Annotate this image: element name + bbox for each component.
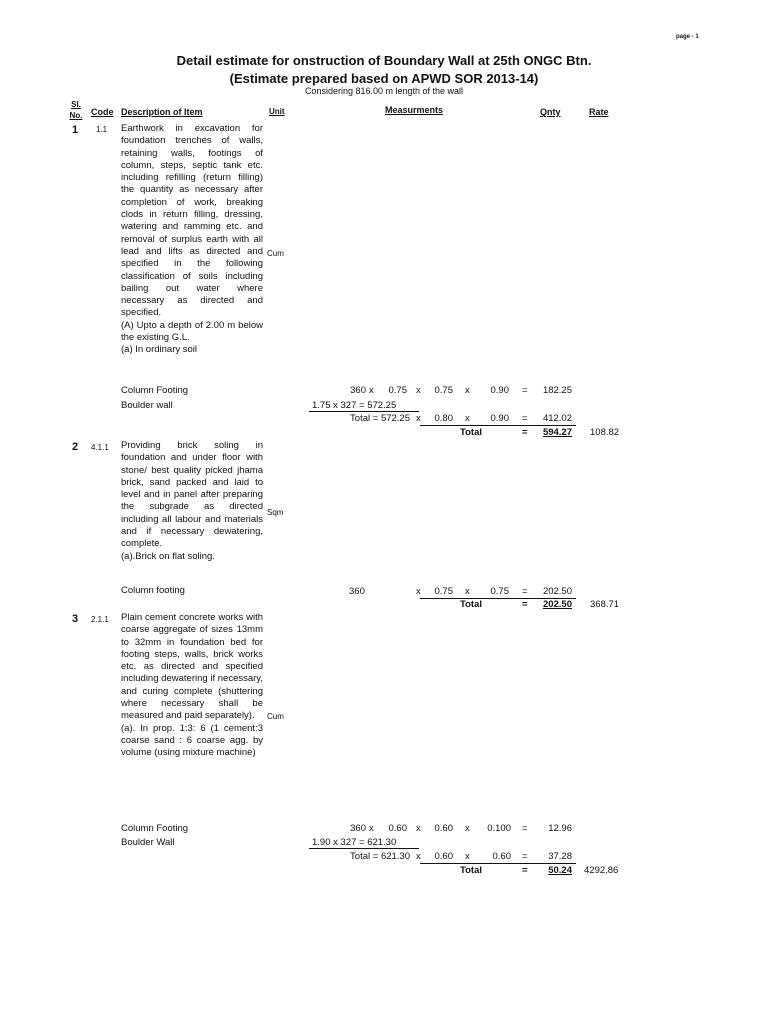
- item-2-row-1-count: 360: [349, 586, 365, 597]
- item-3-description: [121, 612, 263, 760]
- header-sl-line1: Sl.: [71, 100, 81, 109]
- times-sign: x: [465, 413, 470, 424]
- item-3-sl-no: 3: [72, 613, 79, 625]
- item-1-row-1-qty: 182.25: [542, 385, 572, 396]
- header-unit: Unit: [269, 107, 285, 116]
- item-2-sl-no: 2: [72, 441, 79, 453]
- header-no-line2: No.: [69, 111, 83, 120]
- header-code: Code: [91, 107, 114, 117]
- item-1-desc-main: Earthwork in excavation for foundation trenches of walls, retaining walls, footings of column, steps, septic tank etc. including refilling (return filling) the quantity as necessary after completion of work, breaking clods in return filling, dressing, watering and ramming etc. and removal of surplus earth with all lead and lifts as directed and specified in the following classification of soils including bailing out water where necessary as directed and specified.: [121, 123, 263, 319]
- item-3-row-1-depth: 0.100: [487, 823, 511, 834]
- page-number: page - 1: [676, 34, 699, 40]
- item-3-desc-sub: (a). In prop. 1:3: 6 (1 cement:3 coarse sand : 6 coarse agg. by volume (using mixture machine): [121, 722, 263, 759]
- times-sign: x: [416, 586, 421, 597]
- item-2-total-qty: 202.50: [542, 599, 572, 610]
- item-1-row-3-qty: 412.02: [542, 413, 572, 424]
- item-2-desc-main: Providing brick soling in foundation and under floor with stone/ best quality picked jhama brick, sand packed and laid to level and in panel after preparing the subgrade as directed including all labour and materials and if necessary dewatering, complete.: [121, 440, 263, 550]
- times-sign: x: [369, 385, 374, 396]
- item-2-code: 4.1.1: [91, 443, 109, 452]
- item-2-row-1-breadth: 0.75: [490, 586, 509, 597]
- item-3-unit: Cum: [267, 712, 284, 721]
- underline: [420, 425, 576, 426]
- item-3-row-3-breadth: 0.60: [492, 851, 511, 862]
- item-1-unit: Cum: [267, 249, 284, 258]
- equals-sign: =: [522, 413, 528, 424]
- times-sign: x: [416, 851, 421, 862]
- item-1-row-1-count: 360: [350, 385, 366, 396]
- wall-length-note: Considering 816.00 m length of the wall: [304, 86, 464, 96]
- item-1-code: 1.1: [96, 125, 108, 134]
- item-1-row-3-total: Total = 572.25: [350, 413, 410, 424]
- item-3-row-1-qty: 12.96: [548, 823, 572, 834]
- equals-sign: =: [522, 427, 528, 438]
- item-1-sl-no: 1: [72, 124, 79, 136]
- times-sign: x: [465, 823, 470, 834]
- times-sign: x: [416, 823, 421, 834]
- item-2-row-1-width: 0.75: [434, 586, 453, 597]
- item-3-code: 2.1.1: [91, 615, 109, 624]
- item-1-row-1-breadth: 0.75: [434, 385, 453, 396]
- item-1-rate: 108.82: [590, 427, 620, 438]
- times-sign: x: [465, 851, 470, 862]
- document-title: Detail estimate for onstruction of Boundary Wall at 25th ONGC Btn.: [176, 53, 592, 68]
- times-sign: x: [416, 385, 421, 396]
- item-1-row-3-depth: 0.90: [490, 413, 509, 424]
- item-1-row-2-label: Boulder wall: [121, 400, 173, 411]
- item-3-rate: 4292.86: [584, 865, 619, 876]
- item-1-description: [121, 123, 263, 357]
- equals-sign: =: [522, 586, 528, 597]
- item-3-total-qty: 50.24: [548, 865, 572, 876]
- equals-sign: =: [522, 865, 528, 876]
- item-3-desc-main: Plain cement concrete works with coarse aggregate of sizes 13mm to 32mm in foundation bed for footing steps, walls, brick works etc. as directed and specified including dewatering if necessary, and curing complete (shuttering where necessary shall be measured and paid separately).: [121, 612, 263, 722]
- item-3-row-3-width: 0.60: [434, 851, 453, 862]
- item-1-row-2-calc: 1.75 x 327 = 572.25: [312, 400, 397, 411]
- item-3-row-2-calc: 1.90 x 327 = 621.30: [312, 837, 397, 848]
- times-sign: x: [369, 823, 374, 834]
- item-1-total-label: Total: [460, 427, 482, 438]
- header-sl-no: [66, 99, 86, 121]
- item-2-total-label: Total: [460, 599, 482, 610]
- item-1-row-1-width: 0.75: [388, 385, 407, 396]
- item-1-row-1-depth: 0.90: [490, 385, 509, 396]
- header-rate: Rate: [589, 107, 609, 117]
- item-3-row-3-total: Total = 621.30: [350, 851, 410, 862]
- item-3-row-1-count: 360: [350, 823, 366, 834]
- item-2-description: [121, 440, 263, 563]
- document-subtitle: (Estimate prepared based on APWD SOR 2013-14): [229, 71, 539, 86]
- item-1-row-1-label: Column Footing: [121, 385, 189, 396]
- item-1-desc-sub-b: (a) In ordinary soil: [121, 344, 198, 356]
- item-1-total-qty: 594.27: [542, 427, 572, 438]
- item-1-desc-sub-a: (A) Upto a depth of 2.00 m below the existing G.L.: [121, 319, 263, 344]
- equals-sign: =: [522, 851, 528, 862]
- times-sign: x: [465, 586, 470, 597]
- equals-sign: =: [522, 599, 528, 610]
- underline: [420, 863, 576, 864]
- equals-sign: =: [522, 385, 528, 396]
- item-2-rate: 368.71: [590, 599, 620, 610]
- header-measurements: Measurments: [385, 105, 444, 115]
- header-description: Description of Item: [121, 107, 203, 117]
- header-qnty: Qnty: [540, 107, 561, 117]
- item-1-row-3-breadth: 0.80: [434, 413, 453, 424]
- item-2-row-1-label: Column footing: [121, 585, 185, 596]
- item-3-row-2-label: Boulder Wall: [121, 837, 175, 848]
- underline: [309, 411, 419, 412]
- item-2-row-1-qty: 202.50: [542, 586, 572, 597]
- times-sign: x: [465, 385, 470, 396]
- item-3-row-1-breadth: 0.60: [434, 823, 453, 834]
- item-3-row-1-label: Column Footing: [121, 823, 189, 834]
- item-3-total-label: Total: [460, 865, 482, 876]
- equals-sign: =: [522, 823, 528, 834]
- times-sign: x: [416, 413, 421, 424]
- item-3-row-3-qty: 37.28: [548, 851, 572, 862]
- item-2-desc-sub: (a).Brick on flat soling.: [121, 550, 215, 562]
- item-3-row-1-width: 0.60: [388, 823, 407, 834]
- underline: [309, 848, 419, 849]
- item-2-unit: Sqm: [267, 508, 284, 517]
